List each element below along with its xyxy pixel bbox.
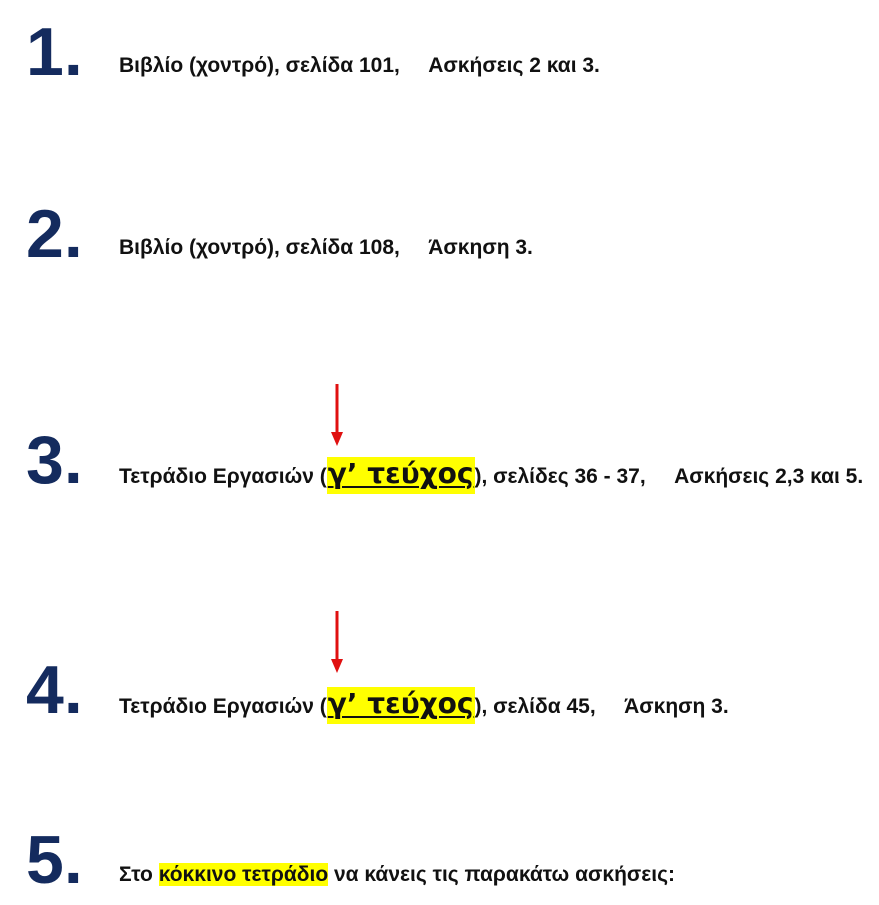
item-4-highlight: γ’ τεύχος	[327, 687, 474, 720]
item-4-prefix: Τετράδιο Εργασιών (	[119, 695, 327, 718]
item-4-number: 4.	[26, 652, 83, 728]
item-5-highlight: κόκκινο τετράδιο	[158, 863, 329, 886]
item-3-prefix: Τετράδιο Εργασιών (	[119, 465, 327, 488]
item-4-text	[119, 687, 729, 724]
item-5-text	[119, 864, 675, 885]
item-1-number: 1.	[26, 14, 83, 90]
item-1-text: Βιβλίο (χοντρό), σελίδα 101, Ασκήσεις 2 και 3.	[119, 54, 600, 77]
item-4-highlight-box	[327, 687, 475, 724]
down-arrow-icon	[331, 611, 343, 673]
item-4-suffix: ), σελίδα 45, Άσκηση 3.	[474, 695, 729, 718]
item-3-suffix: ), σελίδες 36 - 37, Ασκήσεις 2,3 και 5.	[474, 465, 864, 488]
item-3-highlight: γ’ τεύχος	[327, 457, 474, 490]
down-arrow-icon	[331, 384, 343, 446]
item-3-highlight-box	[327, 457, 475, 494]
item-5-prefix: Στο	[119, 863, 159, 886]
item-2-text: Βιβλίο (χοντρό), σελίδα 108, Άσκηση 3.	[119, 236, 533, 259]
item-3-text	[119, 457, 864, 494]
item-2-number: 2.	[26, 196, 83, 272]
item-5-suffix: να κάνεις τις παρακάτω ασκήσεις:	[328, 863, 676, 886]
item-3-number: 3.	[26, 422, 83, 498]
item-5-number: 5.	[26, 822, 83, 898]
